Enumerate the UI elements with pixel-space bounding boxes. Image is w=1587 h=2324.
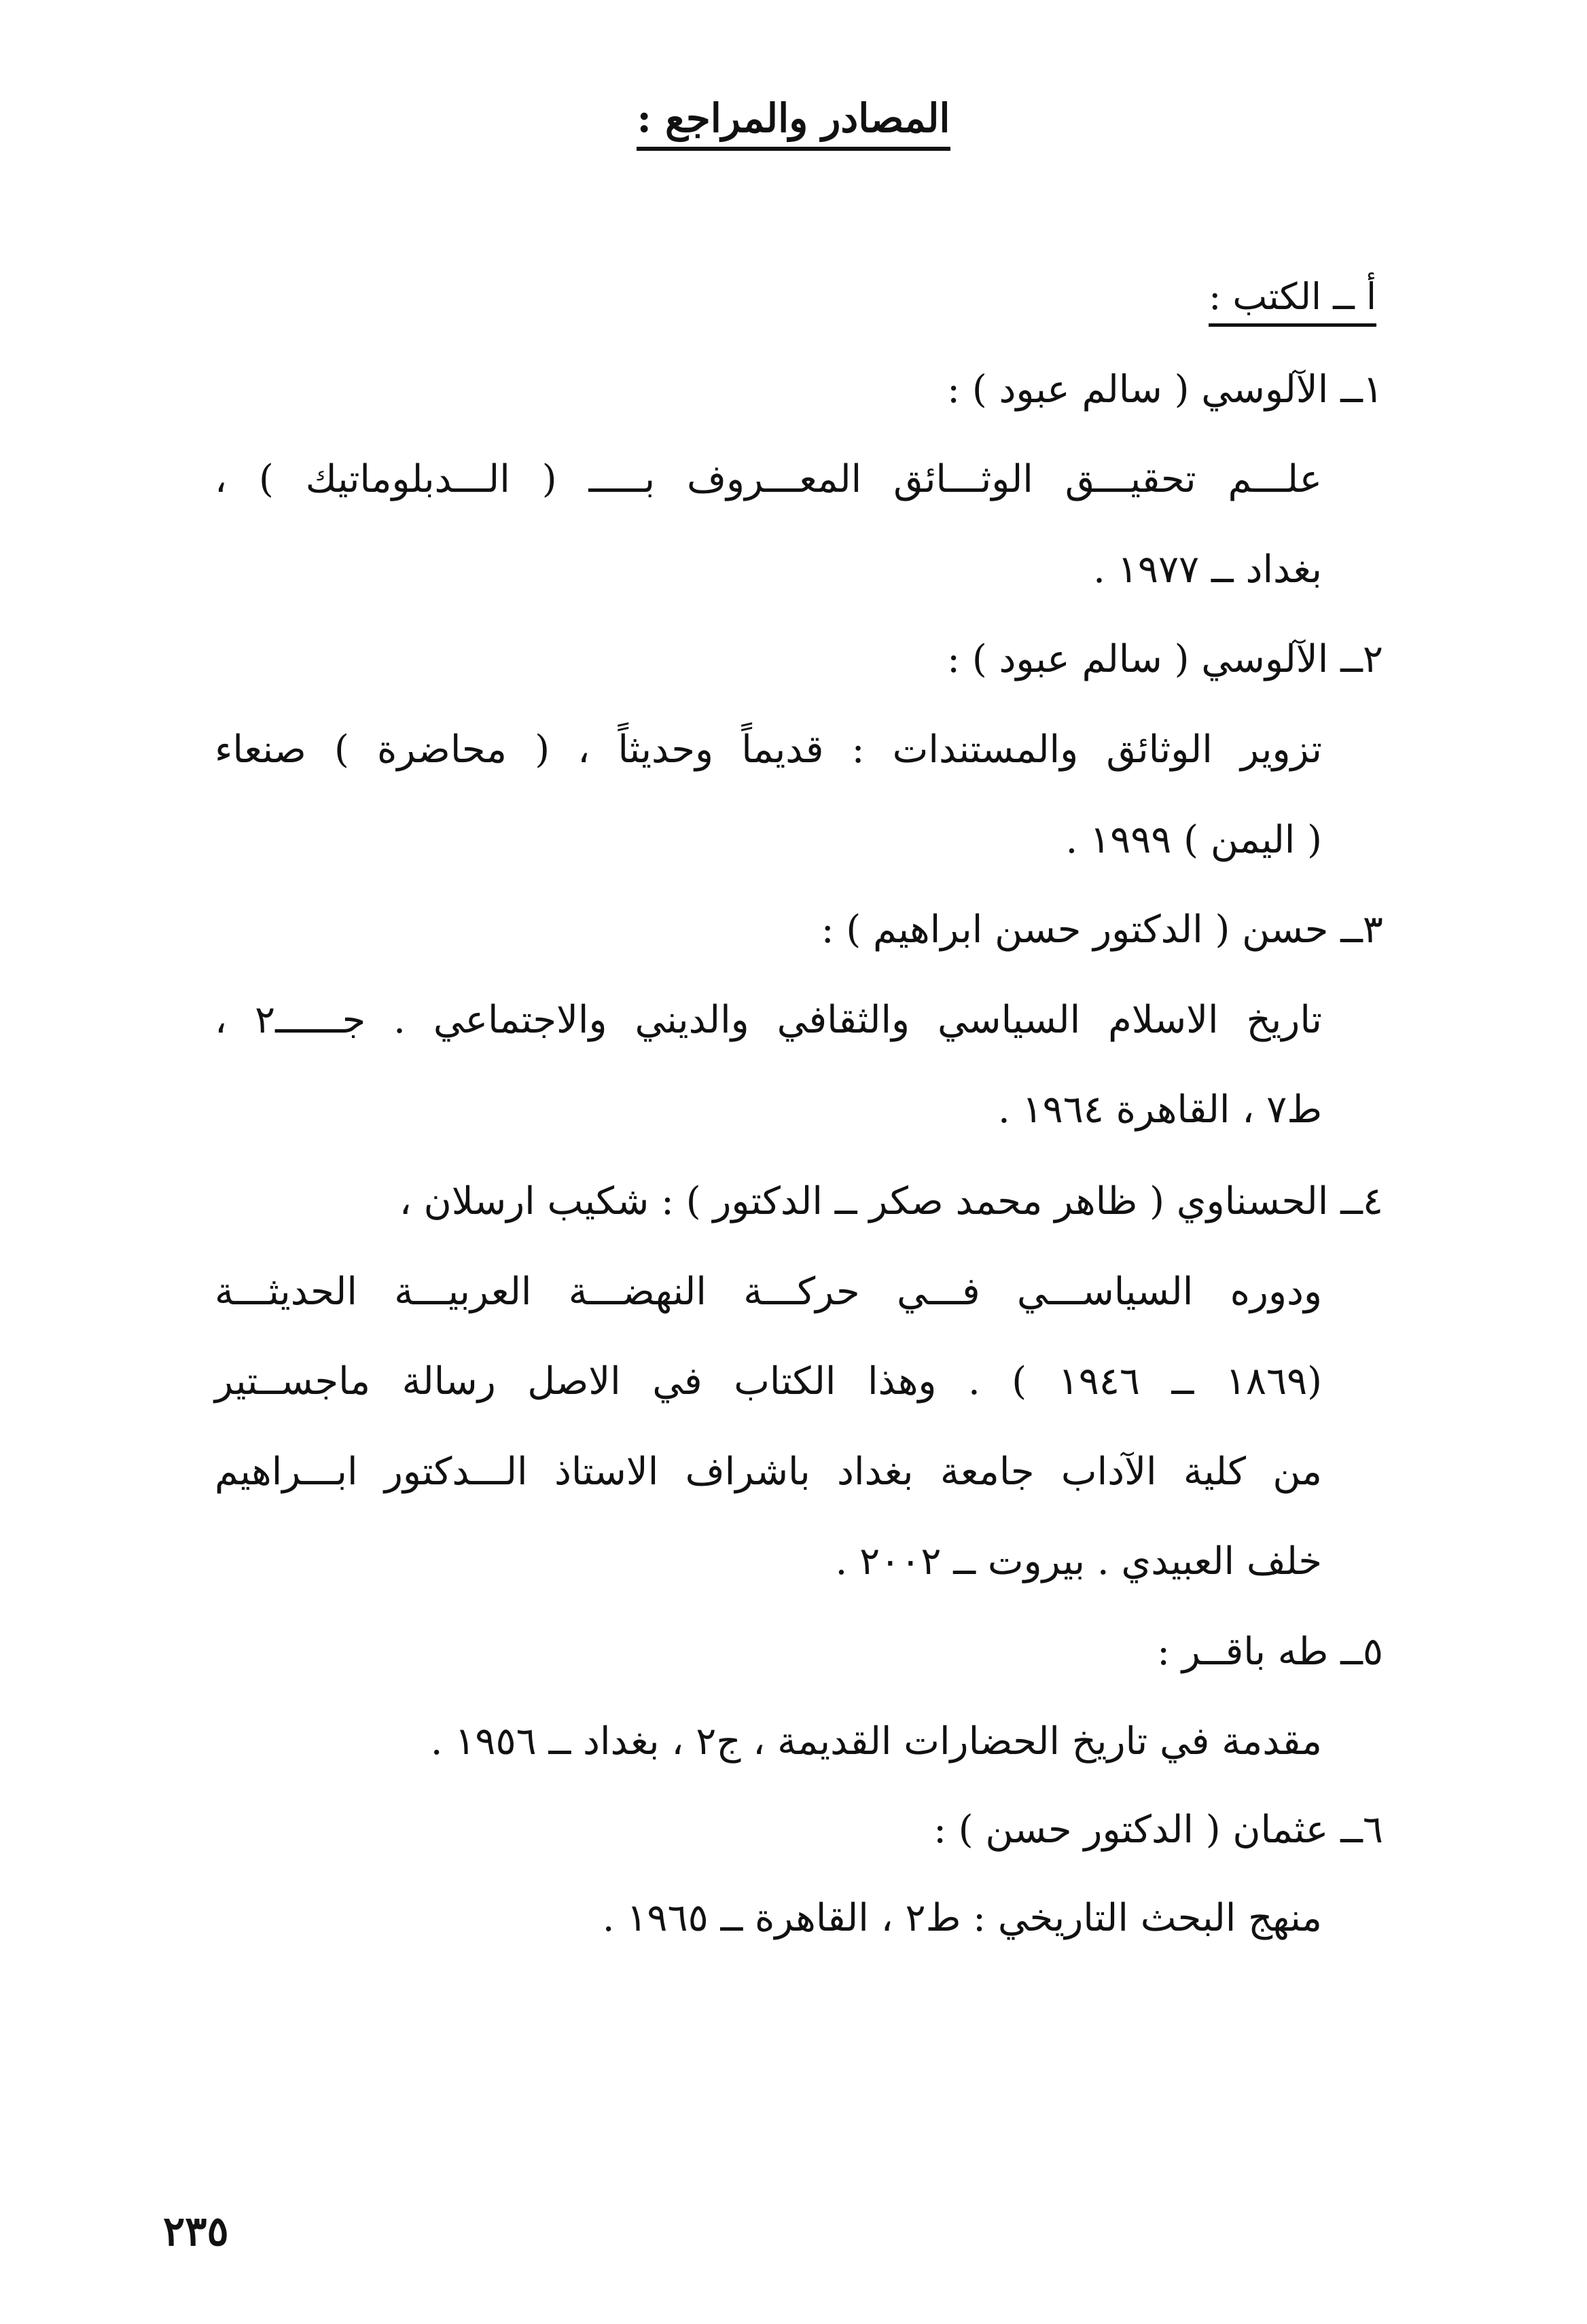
entry-5-heading: ٥ــ طه باقــر :	[1157, 1630, 1383, 1674]
entry-4-line-2: (١٨٦٩ ــ ١٩٤٦ ) . وهذا الكتاب في الاصل رسالة ماجســتير	[215, 1359, 1322, 1404]
entry-3-heading: ٣ــ حسن ( الدكتور حسن ابراهيم ) :	[821, 908, 1383, 952]
entry-6-heading: ٦ــ عثمان ( الدكتور حسن ) :	[933, 1808, 1383, 1852]
page-title-text: المصادر والمراجع :	[637, 95, 950, 151]
entry-3-line-2: ط٧ ، القاهرة ١٩٦٤ .	[997, 1088, 1322, 1132]
entry-4-line-1: ودوره السياســـي فـــي حركـــة النهضـــة العربيـــة الحديثـــة	[215, 1270, 1322, 1314]
entry-3-line-1: تاريخ الاسلام السياسي والثقافي والديني والاجتماعي . جــــــ٢ ،	[215, 998, 1322, 1042]
entry-2-heading: ٢ــ الآلوسي ( سالم عبود ) :	[947, 637, 1383, 681]
entry-1-heading: ١ــ الآلوسي ( سالم عبود ) :	[947, 368, 1383, 412]
entry-1-line-2: بغداد ــ ١٩٧٧ .	[1093, 548, 1322, 592]
entry-2-line-2: ( اليمن ) ١٩٩٩ .	[1065, 818, 1322, 862]
entry-2-line-1: تزوير الوثائق والمستندات : قديماً وحديثاً ، ( محاضرة ) صنعاء	[215, 728, 1322, 772]
entry-1-line-1: علـــم تحقيـــق الوثـــائق المعـــروف بـــــ ( الـــدبلوماتيك ) ،	[215, 457, 1322, 501]
entry-4-heading: ٤ــ الحسناوي ( ظاهر محمد صكر ــ الدكتور ) : شكيب ارسلان ،	[399, 1179, 1383, 1223]
entry-4-line-3: من كلية الآداب جامعة بغداد باشراف الاستاذ الـــدكتور ابـــراهيم	[215, 1450, 1322, 1494]
entry-4-line-4: خلف العبيدي . بيروت ــ ٢٠٠٢ .	[835, 1539, 1322, 1584]
page-number: ٢٣٥	[163, 2208, 229, 2255]
section-heading-books: أ ــ الكتب :	[1209, 275, 1376, 327]
entry-6-line-1: منهج البحث التاريخي : ط٢ ، القاهرة ــ ١٩٦٥ .	[602, 1896, 1322, 1940]
entry-5-line-1: مقدمة في تاريخ الحضارات القديمة ، ج٢ ، بغداد ــ ١٩٥٦ .	[430, 1719, 1322, 1764]
page-title	[0, 95, 1587, 151]
